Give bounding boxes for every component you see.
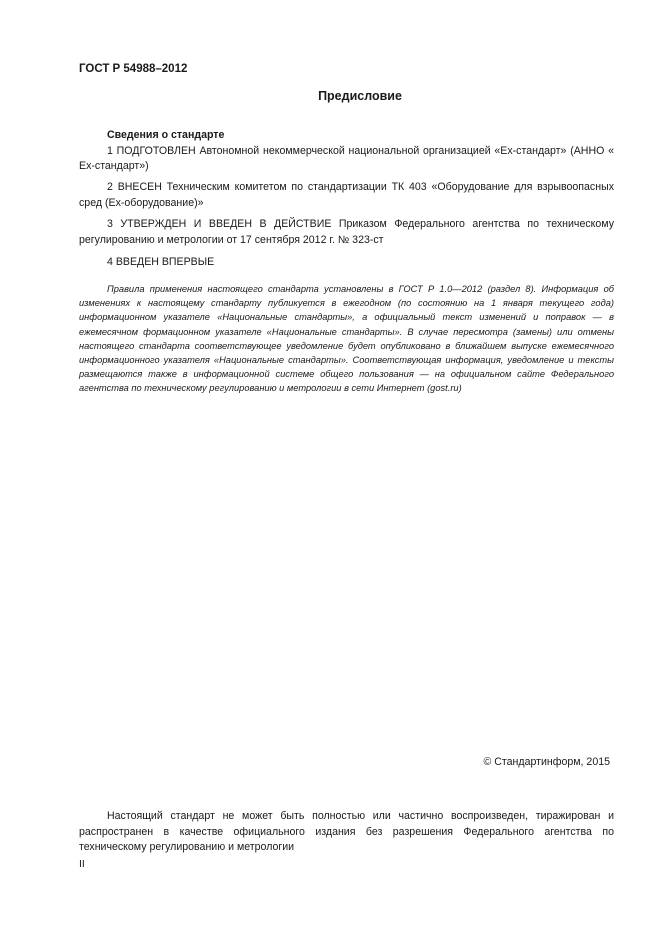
- info-item-approved: [79, 217, 614, 248]
- info-item-first-introduced-text: 4 ВВЕДЕН ВПЕРВЫЕ: [107, 256, 215, 268]
- rules-note: Правила применения настоящего стандарта установлены в ГОСТ Р 1.0—2012 (раздел 8). Информация об изменениях к настоящему стандарту публикуется в ежегодном (по состоянию на 1 января текущего года) информационном указателе «Национальные стандарты», а официальный текст изменений и поправок — в ежемесячном формационном указателе «Национальные стандарты». В случае пересмотра (замены) или отмены настоящего стандарта соответствующее уведомление будет опубликовано в ближайшем выпуске ежемесячного информационного указателя «Национальные стандарты». Соответствующая информация, уведомление и тексты размещаются также в информационной системе общего пользования — на официальном сайте Федерального агентства по техническому регулированию и метрологии в сети Интернет (gost.ru): [79, 284, 614, 394]
- info-item-approved-text: 3 УТВЕРЖДЕН И ВВЕДЕН В ДЕЙСТВИЕ Приказом Федерального агентства по техническому регулированию и метрологии от 17 сентября 2012 г. № 323-ст: [79, 218, 614, 246]
- standard-info-section: [79, 128, 614, 175]
- copyright-line: © Стандартинформ, 2015: [483, 756, 610, 768]
- standard-info-heading: Сведения о стандарте: [107, 129, 225, 141]
- document-code: ГОСТ Р 54988–2012: [79, 63, 188, 75]
- page-number: II: [79, 858, 85, 870]
- page-title: Предисловие: [318, 89, 402, 103]
- info-item-introduced: [79, 180, 614, 211]
- info-item-first-introduced: [79, 255, 614, 271]
- legal-notice: Настоящий стандарт не может быть полностью или частично воспроизведен, тиражирован и распространен в качестве официального издания без разрешения Федерального агентства по техническому регулированию и метрологии: [79, 810, 614, 853]
- info-item-prepared: 1 ПОДГОТОВЛЕН Автономной некоммерческой национальной организацией «Ех-стандарт» (АННО « Ех-стандарт»): [79, 144, 614, 172]
- info-item-introduced-text: 2 ВНЕСЕН Техническим комитетом по стандартизации ТК 403 «Оборудование для взрывоопасных сред (Ех-оборудование)»: [79, 181, 614, 209]
